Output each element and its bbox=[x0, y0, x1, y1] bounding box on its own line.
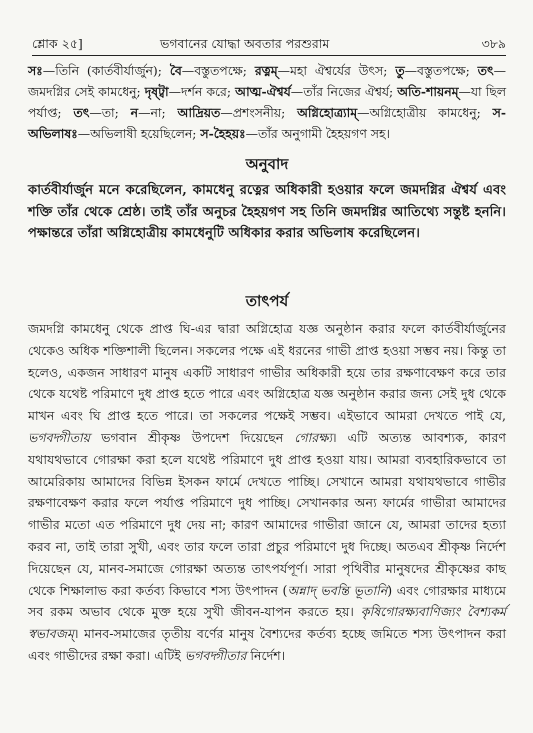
page-number: ৩৮৯ bbox=[481, 36, 506, 51]
header-rule bbox=[32, 55, 506, 56]
synonyms-paragraph: সঃ—তিনি (কার্তবীর্যার্জুন); বৈ—বস্তুতপক্ষে; রত্নম্—মহা ঐশ্বর্যের উৎস; তু—বস্তুতপক্ষে; তৎ—জমদগ্নির সেই কামধেনু; দৃষ্ট্বা—দর্শন করে; আত্ম-ঐশ্বর্য—তাঁর নিজের ঐশ্বর্য; অতি-শায়নম্—যা ছিল পর্যাপ্ত; তৎ—তা; ন—না; আদ্রিয়ত—প্রশংসনীয়; অগ্নিহোত্ৰ্যাম্—অগ্নিহোত্রীয় কামধেনু; স-অভিলাষঃ—অভিলাষী হয়েছিলেন; স-হৈহয়ঃ—তাঁর অনুগামী হৈহয়গণ সহ। bbox=[28, 63, 506, 141]
verse-label: শ্লোক ২৫] bbox=[32, 36, 83, 51]
translation-heading: অনুবাদ bbox=[245, 155, 289, 173]
translation-paragraph: কার্তবীর্যার্জুন মনে করেছিলেন, কামধেনু রত্নের অধিকারী হওয়ার ফলে জমদগ্নির ঐশ্বর্য এবং শক্তি তাঁর থেকে শ্রেষ্ঠ। তাই তাঁর অনুচর হৈহয়গণ সহ তিনি জমদগ্নির আতিথ্যে সন্তুষ্ট হননি। পক্ষান্তরে তাঁরা অগ্নিহোত্রীয় কামধেনুটি অধিকার করার অভিলাষ করেছিলেন। bbox=[28, 183, 506, 241]
running-title: ভগবানের যোদ্ধা অবতার পরশুরাম bbox=[160, 36, 330, 51]
running-header bbox=[32, 33, 506, 55]
purport-heading: তাৎপর্য bbox=[245, 292, 289, 310]
purport-paragraph: জমদগ্নি কামধেনু থেকে প্রাপ্ত ঘি-এর দ্বারা অগ্নিহোত্র যজ্ঞ অনুষ্ঠান করার ফলে কার্তবীর্যার্জুনের থেকেও অধিক শক্তিশালী ছিলেন। সকলের পক্ষে এই ধরনের গাভী প্রাপ্ত হওয়া সম্ভব নয়। কিন্তু তা হলেও, একজন সাধারণ মানুষ একটি সাধারণ গাভীর অধিকারী হয়ে তার রক্ষণাবেক্ষণ করে তার থেকে যথেষ্ট পরিমাণে দুধ প্রাপ্ত হতে পারে এবং অগ্নিহোত্র যজ্ঞ অনুষ্ঠান করার জন্য সেই দুধ থেকে মাখন এবং ঘি প্রাপ্ত হতে পারে। তা সকলের পক্ষেই সম্ভব। এইভাবে আমরা দেখতে পাই যে, ভগবদ্গীতায় ভগবান শ্রীকৃষ্ণ উপদেশ দিয়েছেন গোরক্ষ্য। এটি অত্যন্ত আবশ্যক, কারণ যথাযথভাবে গোরক্ষা করা হলে যথেষ্ট পরিমাণে দুধ প্রাপ্ত হওয়া যায়। আমরা ব্যবহারিকভাবে তা আমেরিকায় আমাদের বিভিন্ন ইসকন ফার্মে দেখতে পাচ্ছি। সেখানে আমরা যথাযথভাবে গাভীর রক্ষণাবেক্ষণ করার ফলে পর্যাপ্ত পরিমাণে দুধ পাচ্ছি। সেখানকার অন্য ফার্মের গাভীরা আমাদের গাভীর মতো এত পরিমাণে দুধ দেয় না; কারণ আমাদের গাভীরা জানে যে, আমরা তাদের হত্যা করব না, তাই তারা সুখী, এবং তার ফলে তারা প্রচুর পরিমাণে দুধ দিচ্ছে। অতএব শ্রীকৃষ্ণ নির্দেশ দিয়েছেন যে, মানব-সমাজে গোরক্ষা অত্যন্ত তাৎপর্যপূর্ণ। সারা পৃথিবীর মানুষদের শ্রীকৃষ্ণের কাছ থেকে শিক্ষালাভ করা কর্তব্য কিভাবে শস্য উৎপাদন (অন্নাদ্ ভবন্তি ভূতানি) এবং গোরক্ষার মাধ্যমে সব রকম অভাব থেকে মুক্ত হয়ে সুখী জীবন-যাপন করতে হয়। কৃষিগোরক্ষ্যবাণিজ্যং বৈশ্যকর্ম স্বভাবজম্। মানব-সমাজের তৃতীয় বর্ণের মানুষ বৈশ্যদের কর্তব্য হচ্ছে জমিতে শস্য উৎপাদন করা এবং গাভীদের রক্ষা করা। এটিই ভগবদ্গীতার নির্দেশ। bbox=[28, 321, 507, 663]
